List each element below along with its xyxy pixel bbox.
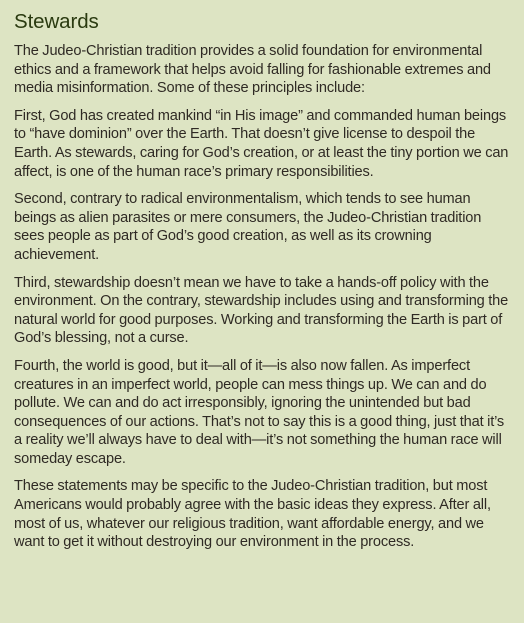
principle-first-paragraph: First, God has created mankind “in His image” and commanded human beings to “have dominion” over the Earth. That doesn’t give license to despoil the Earth. As stewards, caring for God’s creation, or at least the tiny portion we can affect, is one of the human race’s primary responsibilities. — [14, 107, 509, 180]
principle-fourth-paragraph: Fourth, the world is good, but it—all of it—is also now fallen. As imperfect creatures in an imperfect world, people can mess things up. We can and do pollute. We can and do act irresponsibly, ignoring the unintended but bad consequences of our actions. That’s not to say this is a good thing, just that it’s a reality we’ll always have to deal with—it’s not something the human race will someday escape. — [14, 357, 505, 467]
conclusion-paragraph: These statements may be specific to the Judeo-Christian tradition, but most Americans would probably agree with the basic ideas they express. After all, most of us, whatever our religious tradition, want affordable energy, and we want to get it without destroying our environment in the process. — [14, 478, 491, 551]
sidebar-title: Stewards — [14, 10, 99, 33]
intro-paragraph: The Judeo-Christian tradition provides a solid foundation for environmental ethics and a framework that helps avoid falling for fashionable extremes and media misinformation. Some of these principles include: — [14, 43, 491, 97]
principle-second-paragraph: Second, contrary to radical environmentalism, which tends to see human beings as alien parasites or mere consumers, the Judeo-Christian tradition sees people as part of God’s good creation, as well as its crowning achievement. — [14, 191, 482, 263]
principle-third-paragraph: Third, stewardship doesn’t mean we have to take a hands-off policy with the environment. On the contrary, stewardship includes using and transforming the natural world for good purposes. Working and transforming the Earth is part of God’s blessing, not a curse. — [14, 274, 509, 347]
